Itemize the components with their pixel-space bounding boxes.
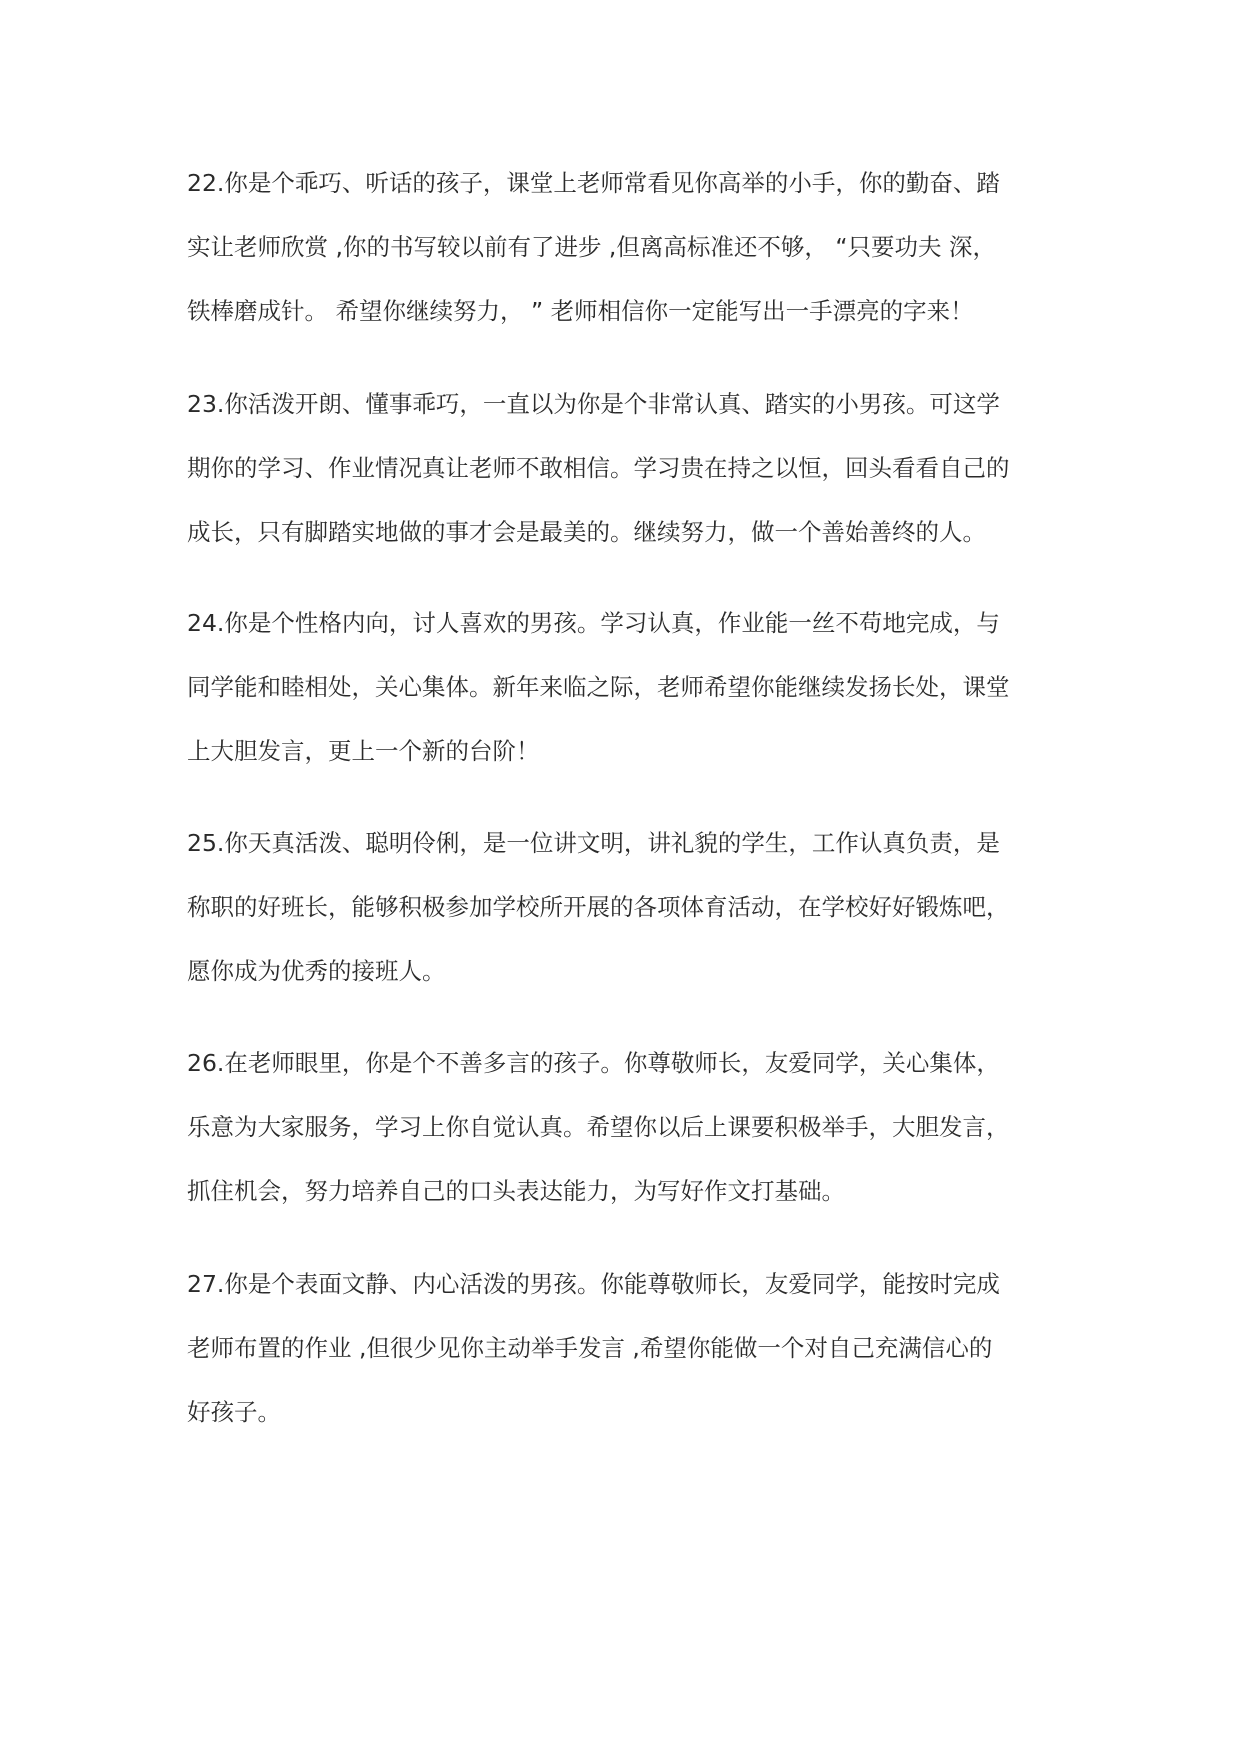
comment-line: 25.你天真活泼、聪明伶俐，是一位讲文明，讲礼貌的学生，工作认真负责，是: [187, 829, 1000, 857]
comment-line: 成长，只有脚踏实地做的事才会是最美的。继续努力，做一个善始善终的人。: [187, 518, 986, 546]
comment-line: 乐意为大家服务，学习上你自觉认真。希望你以后上课要积极举手，大胆发言，: [187, 1113, 1010, 1141]
comment-line: 23.你活泼开朗、懂事乖巧，一直以为你是个非常认真、踏实的小男孩。可这学: [187, 390, 1000, 418]
comment-line: 27.你是个表面文静、内心活泼的男孩。你能尊敬师长，友爱同学，能按时完成: [187, 1270, 1000, 1298]
comment-entry-25: [187, 830, 1087, 985]
comment-entry-22: [187, 170, 1087, 325]
comment-entry-27: [187, 1271, 1087, 1426]
comment-line: 老师布置的作业 ,但很少见你主动举手发言 ,希望你能做一个对自己充满信心的: [187, 1334, 993, 1362]
comment-line: 铁棒磨成针。 希望你继续努力， ” 老师相信你一定能写出一手漂亮的字来！: [187, 297, 974, 325]
comment-entry-23: [187, 391, 1087, 546]
comment-line: 实让老师欣赏 ,你的书写较以前有了进步 ,但离高标准还不够， “只要功夫 深，: [187, 233, 996, 261]
comment-entry-26: [187, 1050, 1087, 1205]
comment-line: 26.在老师眼里，你是个不善多言的孩子。你尊敬师长，友爱同学，关心集体，: [187, 1049, 1000, 1077]
comment-entry-24: [187, 610, 1087, 765]
comment-line: 22.你是个乖巧、听话的孩子，课堂上老师常看见你高举的小手，你的勤奋、踏: [187, 169, 1000, 197]
comment-line: 愿你成为优秀的接班人。: [187, 957, 446, 985]
comment-line: 好孩子。: [187, 1398, 281, 1426]
comment-line: 称职的好班长，能够积极参加学校所开展的各项体育活动，在学校好好锻炼吧，: [187, 893, 1010, 921]
comment-line: 期你的学习、作业情况真让老师不敢相信。学习贵在持之以恒，回头看看自己的: [187, 454, 1010, 482]
comment-line: 抓住机会，努力培养自己的口头表达能力，为写好作文打基础。: [187, 1177, 845, 1205]
comment-line: 24.你是个性格内向，讨人喜欢的男孩。学习认真，作业能一丝不苟地完成，与: [187, 609, 1000, 637]
comment-line: 同学能和睦相处，关心集体。新年来临之际，老师希望你能继续发扬长处，课堂: [187, 673, 1010, 701]
comment-line: 上大胆发言，更上一个新的台阶！: [187, 737, 540, 765]
